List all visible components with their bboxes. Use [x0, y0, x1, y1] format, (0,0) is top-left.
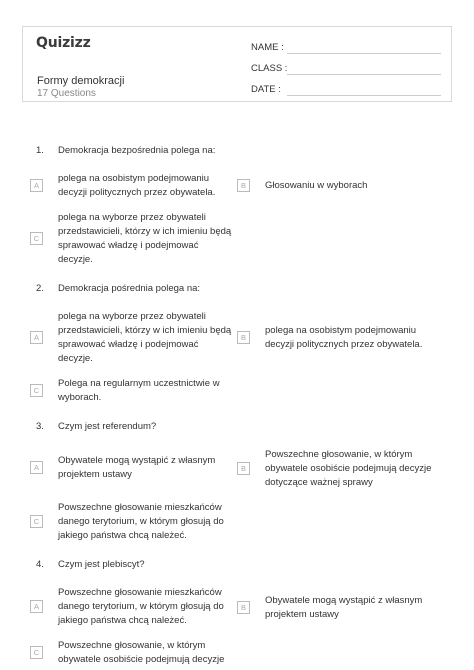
option-text-line: Powszechne głosowanie mieszkańców	[58, 587, 222, 598]
question-number: 1.	[36, 145, 44, 156]
option-text	[265, 179, 367, 193]
worksheet-title: Formy demokracji	[37, 75, 125, 87]
option-letter-box[interactable]: C	[30, 646, 43, 659]
option-text-line: dotyczące ważnej sprawy	[265, 477, 373, 488]
name-label: NAME :	[251, 42, 284, 53]
option-letter-box[interactable]: B	[237, 462, 250, 475]
worksheet-header	[22, 26, 452, 102]
option-text	[58, 454, 215, 482]
option-text	[58, 639, 224, 667]
option-text	[58, 586, 224, 628]
option-letter-box[interactable]: C	[30, 515, 43, 528]
option-text	[58, 211, 231, 267]
option-text	[265, 324, 422, 352]
option-letter-box[interactable]: A	[30, 600, 43, 613]
option-text-line: polega na osobistym podejmowaniu	[265, 325, 417, 336]
question-text: Demokracja pośrednia polega na:	[58, 283, 201, 294]
option-text-line: jakiego państwa chcą należeć.	[58, 615, 187, 626]
option-text-line: danego terytorium, w którym głosują do	[58, 516, 224, 527]
option-text-line: decyzje.	[58, 353, 93, 364]
class-field[interactable]	[251, 60, 441, 81]
option-letter-box[interactable]: C	[30, 384, 43, 397]
option-text	[58, 501, 224, 543]
option-text-line: Powszechne głosowanie mieszkańców	[58, 502, 222, 513]
class-line[interactable]	[287, 74, 441, 75]
option-text	[58, 310, 231, 366]
student-fields	[251, 39, 441, 102]
option-text-line: polega na wyborze przez obywateli	[58, 311, 206, 322]
option-text-line: projektem ustawy	[58, 469, 132, 480]
question-count: 17 Questions	[37, 88, 96, 99]
option-text-line: przedstawicieli, którzy w ich imieniu będą	[58, 325, 232, 336]
name-field[interactable]	[251, 39, 441, 60]
option-letter-box[interactable]: C	[30, 232, 43, 245]
option-text-line: decyzji politycznych przez obywatela.	[265, 339, 423, 350]
class-label: CLASS :	[251, 63, 288, 74]
question-number: 3.	[36, 421, 44, 432]
option-text-line: Powszechne głosowanie, w którym	[265, 449, 413, 460]
question-text: Czym jest referendum?	[58, 421, 157, 432]
option-letter-box[interactable]: A	[30, 179, 43, 192]
option-text-line: decyzji politycznych przez obywatela.	[58, 187, 216, 198]
option-text-line: danego terytorium, w którym głosują do	[58, 601, 224, 612]
question-number: 4.	[36, 559, 44, 570]
quizizz-logo: Quizizz	[36, 35, 91, 51]
option-letter-box[interactable]: B	[237, 331, 250, 344]
date-label: DATE :	[251, 84, 281, 95]
question-text: Demokracja bezpośrednia polega na:	[58, 145, 216, 156]
option-text	[265, 448, 431, 490]
option-letter-box[interactable]: B	[237, 179, 250, 192]
option-text-line: jakiego państwa chcą należeć.	[58, 530, 187, 541]
option-text-line: sprawować władzę i podejmować	[58, 339, 199, 350]
option-text-line: obywatele osobiście podejmują decyzje	[265, 463, 432, 474]
option-text-line: decyzje.	[58, 254, 93, 265]
name-line[interactable]	[287, 53, 441, 54]
date-line[interactable]	[287, 95, 441, 96]
date-field[interactable]	[251, 81, 441, 102]
option-letter-box[interactable]: A	[30, 331, 43, 344]
option-letter-box[interactable]: B	[237, 601, 250, 614]
option-text-line: wyborach.	[58, 392, 102, 403]
option-text-line: Obywatele mogą wystąpić z własnym	[265, 595, 423, 606]
option-text-line: polega na wyborze przez obywateli	[58, 212, 206, 223]
option-text-line: sprawować władzę i podejmować	[58, 240, 199, 251]
option-text-line: Polega na regularnym uczestnictwie w	[58, 378, 220, 389]
option-text	[58, 377, 220, 405]
option-text-line: projektem ustawy	[265, 609, 339, 620]
option-text	[265, 594, 422, 622]
option-text-line: Powszechne głosowanie, w którym	[58, 640, 206, 651]
question-number: 2.	[36, 283, 44, 294]
option-text-line: obywatele osobiście podejmują decyzje	[58, 654, 225, 665]
option-text	[58, 172, 215, 200]
option-text-line: Głosowaniu w wyborach	[265, 180, 368, 191]
question-text: Czym jest plebiscyt?	[58, 559, 145, 570]
option-text-line: polega na osobistym podejmowaniu	[58, 173, 210, 184]
option-text-line: przedstawicieli, którzy w ich imieniu będą	[58, 226, 232, 237]
option-letter-box[interactable]: A	[30, 461, 43, 474]
option-text-line: Obywatele mogą wystąpić z własnym	[58, 455, 216, 466]
